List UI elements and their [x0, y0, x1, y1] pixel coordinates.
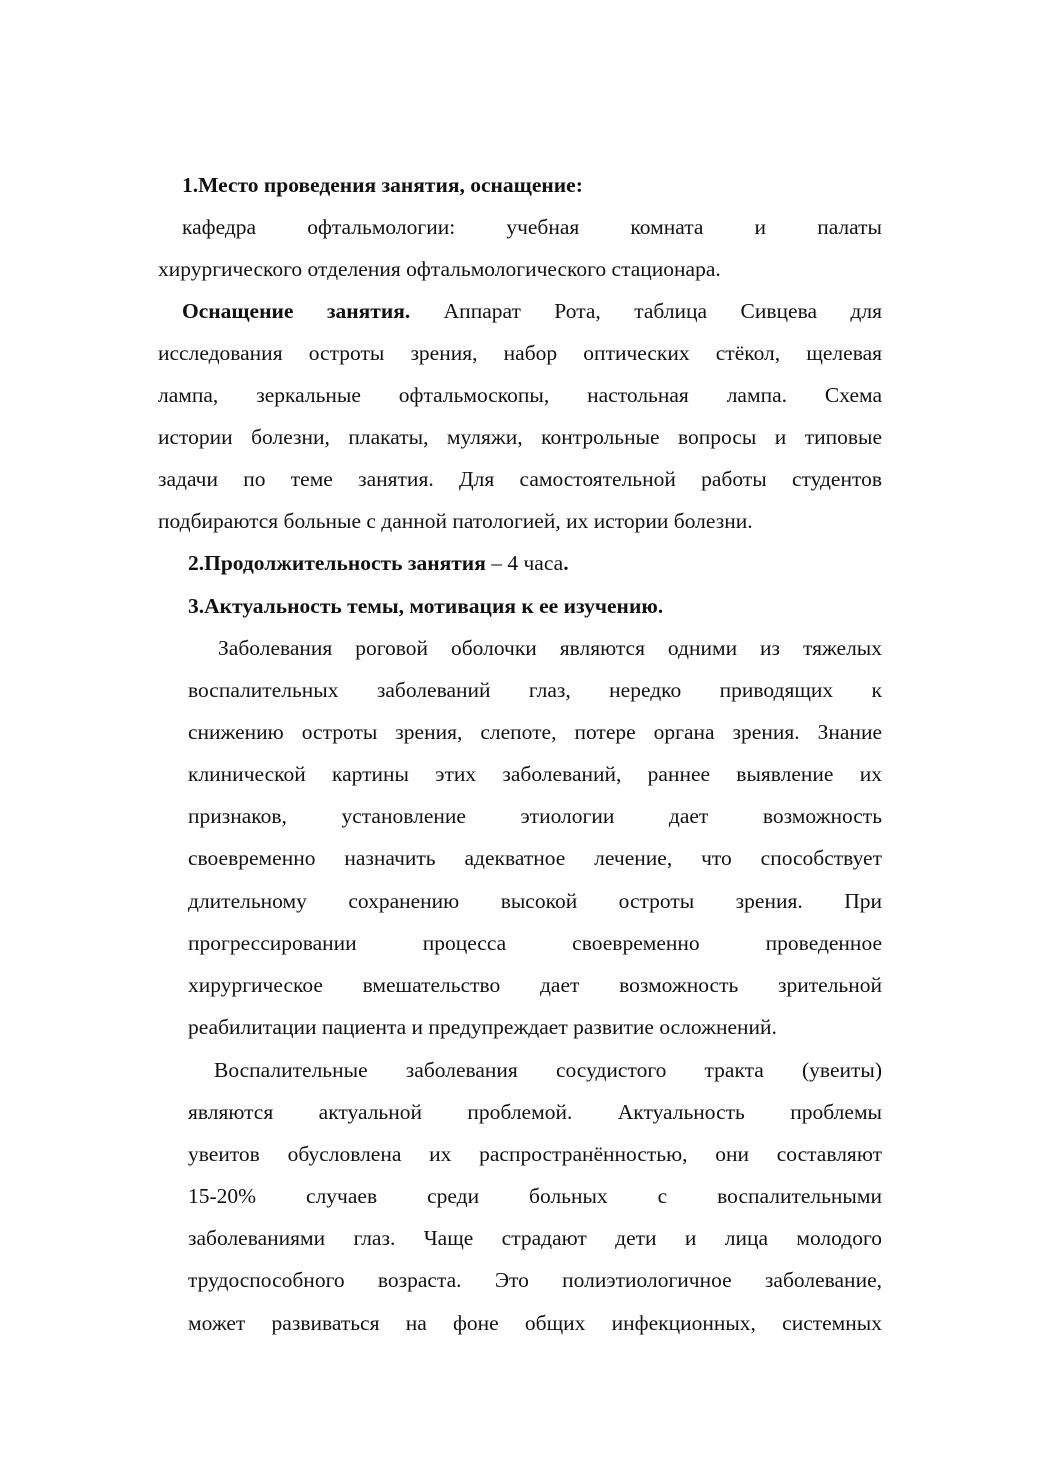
section-2-label: 2.Продолжительность занятия	[188, 551, 486, 575]
para-2-line-5: заболеваниями глаз. Чаще страдают дети и лица молодого	[188, 1226, 882, 1250]
para-1-line-9: хирургическое вмешательство дает возможность зрительной	[188, 973, 882, 997]
para-2-line-4: 15-20% случаев среди больных с воспалительными	[188, 1184, 882, 1208]
para-1-line-1: Заболевания роговой оболочки являются одними из тяжелых	[218, 636, 882, 660]
para-2-line-2: являются актуальной проблемой. Актуальность проблемы	[188, 1100, 882, 1124]
para-2-line-1: Воспалительные заболевания сосудистого тракта (увеиты)	[214, 1058, 882, 1082]
equipment-line-1-rest: Аппарат Рота, таблица Сивцева для	[443, 299, 882, 323]
para-1-line-8: прогрессировании процесса своевременно проведенное	[188, 931, 882, 955]
equipment-line-2: исследования остроты зрения, набор оптических стёкол, щелевая	[158, 341, 882, 365]
section-2-line	[188, 542, 569, 584]
equipment-line-3: лампа, зеркальные офтальмоскопы, настольная лампа. Схема	[158, 383, 882, 407]
para-1-line-5: признаков, установление этиологии дает возможность	[188, 804, 882, 828]
section-3-heading: 3.Актуальность темы, мотивация к ее изучению.	[188, 594, 664, 618]
equipment-line-6: подбираются больные с данной патологией, их истории болезни.	[158, 509, 753, 533]
section-1-heading: 1.Место проведения занятия, оснащение:	[182, 173, 583, 197]
section-2-value: – 4 часа	[491, 551, 564, 575]
para-1-line-10: реабилитации пациента и предупреждает развитие осложнений.	[188, 1015, 777, 1039]
para-1-line-4: клинической картины этих заболеваний, раннее выявление их	[188, 762, 882, 786]
para-1-line-6: своевременно назначить адекватное лечение, что способствует	[188, 846, 882, 870]
equipment-line-5: задачи по теме занятия. Для самостоятельной работы студентов	[158, 467, 882, 491]
equipment-label: Оснащение занятия.	[182, 299, 411, 323]
para-1-line-3: снижению остроты зрения, слепоте, потере органа зрения. Знание	[188, 720, 882, 744]
para-1-line-7: длительному сохранению высокой остроты зрения. При	[188, 889, 882, 913]
para-1-line-2: воспалительных заболеваний глаз, нередко приводящих к	[188, 678, 882, 702]
equipment-line-1	[182, 290, 882, 332]
para-2-line-3: увеитов обусловлена их распространённостью, они составляют	[188, 1142, 882, 1166]
section-1-line-1: кафедра офтальмологии: учебная комната и палаты	[182, 215, 882, 239]
section-2-period: .	[563, 551, 569, 575]
section-1-line-2: хирургического отделения офтальмологического стационара.	[158, 257, 721, 281]
para-2-line-7: может развиваться на фоне общих инфекционных, системных	[188, 1311, 882, 1335]
equipment-line-4: истории болезни, плакаты, муляжи, контрольные вопросы и типовые	[158, 425, 882, 449]
para-2-line-6: трудоспособного возраста. Это полиэтиологичное заболевание,	[188, 1268, 882, 1292]
